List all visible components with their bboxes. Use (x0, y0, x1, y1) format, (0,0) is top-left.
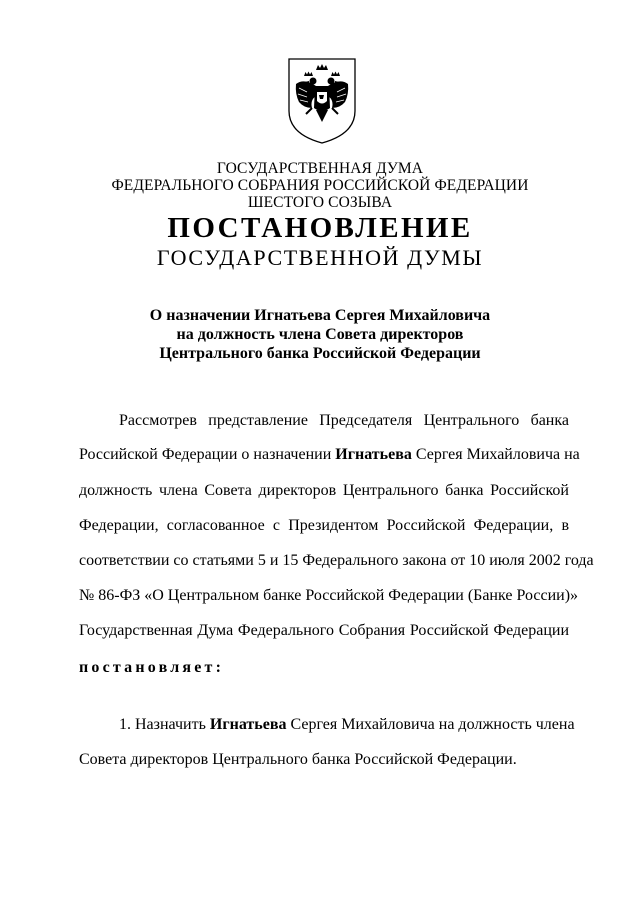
header-parliament: ГОСУДАРСТВЕННАЯ ДУМА (216, 160, 424, 177)
header-federal-assembly: ФЕДЕРАЛЬНОГО СОБРАНИЯ РОССИЙСКОЙ ФЕДЕРАЦИИ (111, 177, 529, 194)
subject-line-2: на должность члена Совета директоров (176, 326, 464, 343)
body-line: Государственная Дума Федерального Собрания Российской Федерации (79, 622, 569, 639)
body-line: Рассмотрев представление Председателя Центрального банка (119, 412, 569, 429)
body-text: Сергея Михайловича на должность члена (286, 716, 575, 733)
body-line: Совета директоров Центрального банка Российской Федерации. (79, 751, 517, 768)
body-line: должность члена Совета директоров Центрального банка Российской (79, 482, 569, 499)
body-line: Федерации, согласованное с Президентом Российской Федерации, в (79, 517, 569, 534)
subject-line-3: Центрального банка Российской Федерации (159, 345, 481, 362)
body-line: № 86-ФЗ «О Центральном банке Российской Федерации (Банке России)» (79, 587, 579, 604)
body-line (119, 715, 575, 735)
surname-bold: Игнатьева (209, 716, 287, 733)
body-line (79, 445, 580, 465)
subject-line-1: О назначении Игнатьева Сергея Михайловича (149, 307, 491, 324)
document-subtitle: ГОСУДАРСТВЕННОЙ ДУМЫ (156, 245, 484, 270)
coat-of-arms-emblem (286, 56, 358, 146)
surname-bold: Игнатьева (335, 446, 412, 463)
body-text: 1. Назначить (119, 716, 210, 733)
resolves-word: постановляет: (79, 659, 225, 676)
body-line: соответствии со статьями 5 и 15 Федерального закона от 10 июля 2002 года (79, 552, 594, 569)
body-text: Сергея Михайловича на (411, 446, 580, 463)
body-text: Российской Федерации о назначении (79, 446, 336, 463)
header-convocation: ШЕСТОГО СОЗЫВА (247, 194, 393, 211)
document-title: ПОСТАНОВЛЕНИЕ (167, 212, 473, 244)
